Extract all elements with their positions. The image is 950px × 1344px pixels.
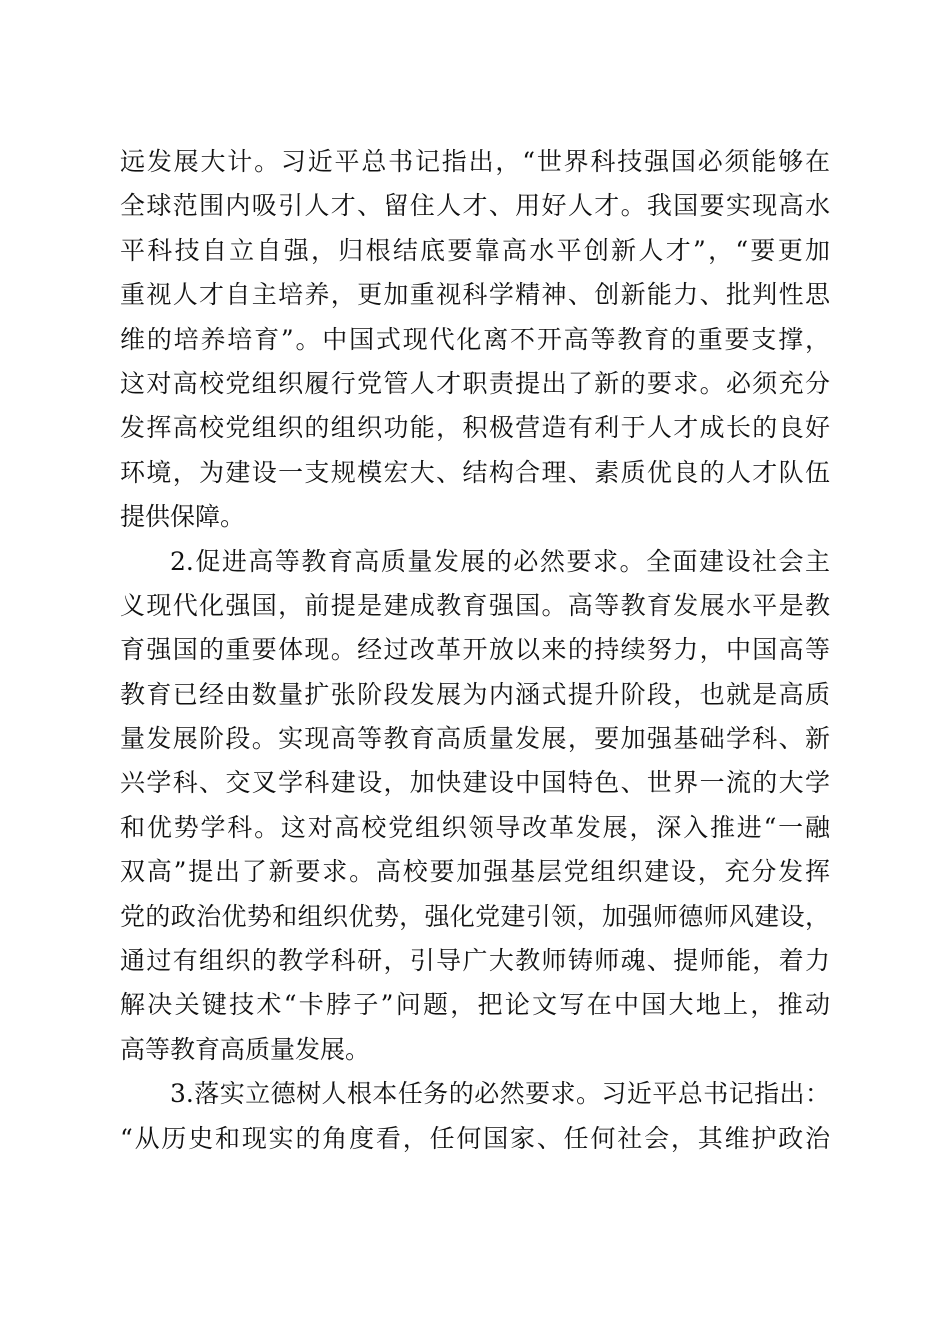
text-line: 全球范围内吸引人才、留住人才、用好人才。我国要实现高水: [120, 191, 830, 221]
text-line: 通过有组织的教学科研，引导广大教师铸师魂、提师能，着力: [120, 946, 830, 976]
text-line: 2.促进高等教育高质量发展的必然要求。全面建设社会主: [170, 546, 830, 576]
text-line: 育强国的重要体现。经过改革开放以来的持续努力，中国高等: [120, 635, 830, 665]
text-line: 兴学科、交叉学科建设，加快建设中国特色、世界一流的大学: [120, 768, 830, 798]
text-line: 党的政治优势和组织优势，强化党建引领，加强师德师风建设，: [120, 901, 830, 931]
text-line: 义现代化强国，前提是建成教育强国。高等教育发展水平是教: [120, 590, 830, 620]
text-line: 解决关键技术“卡脖子”问题，把论文写在中国大地上，推动: [120, 990, 830, 1020]
text-line: 维的培养培育”。中国式现代化离不开高等教育的重要支撑，: [120, 324, 830, 354]
body-text: [120, 140, 830, 1161]
text-line: 平科技自立自强，归根结底要靠高水平创新人才”，“要更加: [120, 235, 830, 265]
text-line: 双高”提出了新要求。高校要加强基层党组织建设，充分发挥: [120, 857, 830, 887]
text-line: 远发展大计。习近平总书记指出，“世界科技强国必须能够在: [120, 147, 830, 176]
text-line: 3.落实立德树人根本任务的必然要求。习近平总书记指出：: [170, 1079, 830, 1109]
text-line: 发挥高校党组织的组织功能，积极营造有利于人才成长的良好: [120, 413, 830, 443]
text-line: 和优势学科。这对高校党组织领导改革发展，深入推进“一融: [120, 812, 830, 842]
text-line: “从历史和现实的角度看，任何国家、任何社会，其维护政治: [120, 1123, 830, 1153]
text-line: 提供保障。: [120, 502, 246, 532]
text-line: 重视人才自主培养，更加重视科学精神、创新能力、批判性思: [120, 280, 830, 310]
text-line: 高等教育高质量发展。: [120, 1034, 371, 1064]
text-line: 教育已经由数量扩张阶段发展为内涵式提升阶段，也就是高质: [120, 679, 830, 709]
text-line: 环境，为建设一支规模宏大、结构合理、素质优良的人才队伍: [120, 457, 830, 487]
text-line: 量发展阶段。实现高等教育高质量发展，要加强基础学科、新: [120, 724, 830, 754]
text-line: 这对高校党组织履行党管人才职责提出了新的要求。必须充分: [120, 368, 830, 398]
